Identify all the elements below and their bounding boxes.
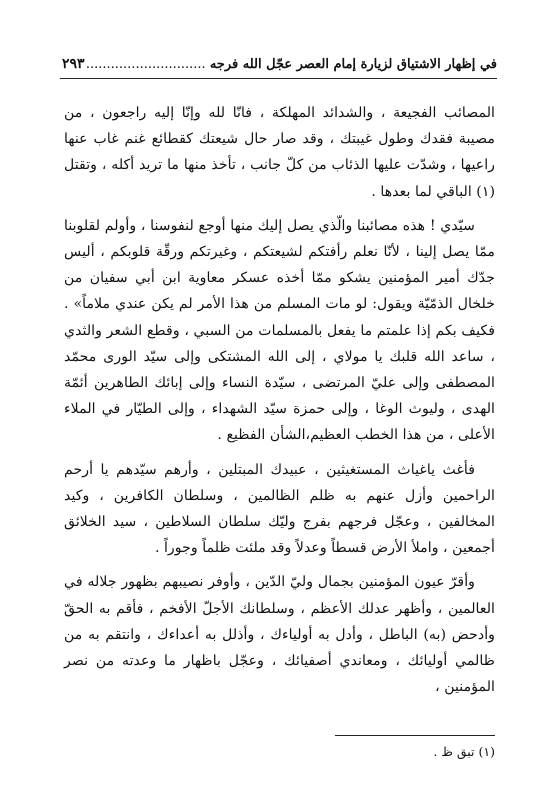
header-rule [60, 78, 497, 79]
header-title: في إظهار الاشتياق لزيارة إمام العصر عجّل الله فرجه ..... [85, 57, 497, 72]
running-header [62, 56, 497, 72]
paragraph-3: فأغث ياغياث المستغيثين ، عبيدك المبتلين ، وأرهم سيّدهم يا أرحم الراحمين وأزل عنهم به ظلم الظالمين ، وسلطان الكافرين ، وكيد المخالفين ، وعجّل فرجهم بفرج وليّك سلطان السلاطين ، سيد الخلائق أجمعين ، واملأ الأرض قسطاً وعدلاً وقد ملئت ظلماً وجوراً . [64, 461, 495, 557]
footnote-rule [335, 735, 495, 736]
body-text [64, 100, 495, 708]
page-number: ٢٩٣ [62, 56, 85, 72]
footnote: (١) تبق ظ . [433, 744, 495, 759]
paragraph-4: وأقرّ عيون المؤمنين بجمال وليّ الدّين ، وأوفر نصيبهم بظهور جلاله في العالمين ، وأظهر عدلك الأعظم ، وسلطانك الأجلّ الأفخم ، فأقم به الحقّ وأدحض (به) الباطل ، وأدل به أولياءك ، وأذلل به أعداءك ، وانتقم به من ظالمي أوليائك ، ومعاندي أصفيائك ، وعجّل باظهار ما وعدته من نصر المؤمنين ، [64, 574, 495, 696]
paragraph-1: المصائب الفجيعة ، والشدائد المهلكة ، فانّا لله وإنّا إليه راجعون ، من مصيبة فقدك وطول غيبتك ، وقد صار حال شيعتك كقطائع غنم غاب عنها راعيها ، وشدّت عليها الذئاب من كلّ جانب ، تأخذ منها ما تريد أكله ، وتقتل (١) الباقي لما بعدها . [64, 105, 495, 200]
paragraph-2: سيّدي ! هذه مصائبنا والّذي يصل إليك منها أوجع لنفوسنا ، وأولم لقلوبنا ممّا يصل إلينا ، لأنّا نعلم رأفتكم لشيعتكم ، وغيرتكم ورقّة قلوبكم ، أليس جدّك أمير المؤمنين يشكو ممّا أخذه عسكر معاوية ابن أبي سفيان من خلخال الذمّيّة ويقول: لو مات المسلم من هذا الأمر لم يكن عندي ملاماً» . فكيف بكم إذا علمتم ما يفعل بالمسلمات من السبي ، وقطع الشعر والثدي ، ساعد الله قلبك يا مولاي ، إلى الله المشتكى وإلى سيّد الورى محمّد المصطفى وإلى عليّ المرتضى ، سيّدة النساء وإلى إبائك الطاهرين أئمّة الهدى ، وليوث الوغا ، وإلى حمزة سيّد الشهداء ، وإلى الطيّار في الملاء الأعلى ، من هذا الخطب العظيم،الشأن الفظيع . [64, 217, 495, 444]
